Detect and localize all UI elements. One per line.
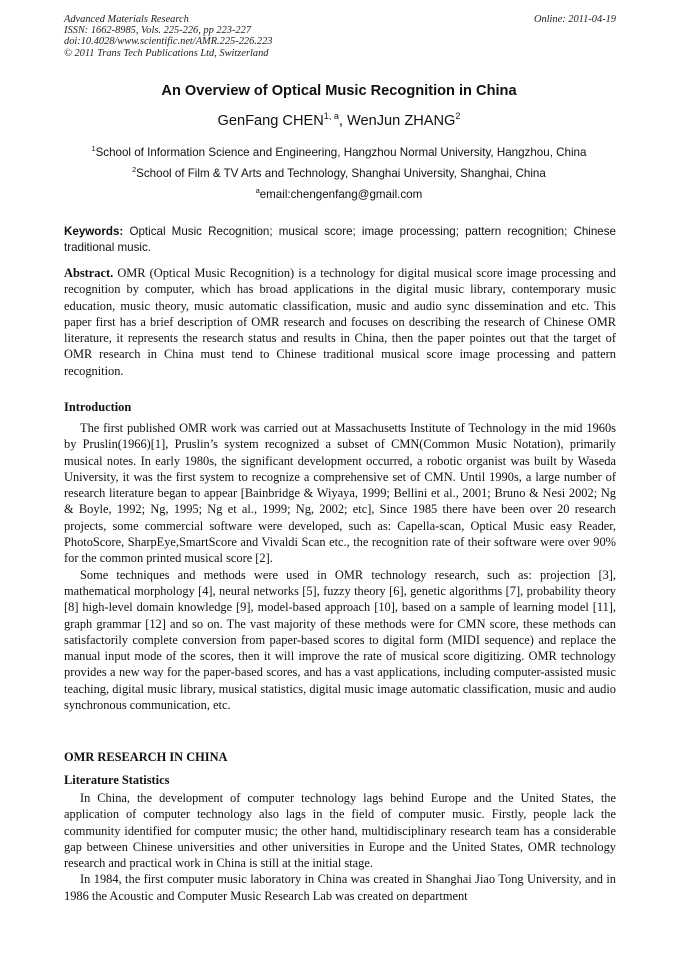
issn-line: ISSN: 1662-8985, Vols. 225-226, pp 223-227 (64, 25, 252, 37)
abstract (64, 265, 616, 379)
affiliation-1 (0, 146, 678, 159)
omr-china-body (64, 790, 616, 904)
abstract-text: OMR (Optical Music Recognition) is a technology for digital musical score image processing and recognition by computer, which has broad applications in the digital music library, contemporary music education, music theory, music automatic classification, music and audio sync dissemination and etc. This paper first has a brief description of OMR research and focuses on describing the research of Chinese OMR literature, it represents the research status and results in China, then the paper pointes out that the target of OMR research in China must tend to Chinese traditional musical score image processing and pattern recognition. (64, 266, 616, 378)
author-affiliation-marker: 1, a (323, 111, 339, 122)
affiliation-2 (0, 167, 678, 180)
paragraph: Some techniques and methods were used in OMR technology research, such as: projection [3], mathematical morphology [4], neural networks [5], fuzzy theory [6], genetic algorithms [7], probability theory [8] high-level domain knowledge [9], model-based approach [10], based on a sample of learning model [11], graph grammar [12] and so on. The vast majority of these methods were for CMN score, these methods can satisfactorily complete conversion from paper-based scores to digital form (MIDI sequence) and replace the manual input mode of the scores, then it will improve the rate of musical score digitizing. OMR technology provides a new way for the paper-based scores, and has a vast applications, including computer-assisted music teaching, digital music library, musical statistics, digital music image automatic classification, music and audio synchronous communication, etc. (64, 567, 616, 713)
keywords-text: Optical Music Recognition; musical score; image processing; pattern recognition; Chinese traditional music. (64, 225, 616, 254)
affiliation-marker: a (255, 186, 260, 196)
paragraph: In China, the development of computer technology lags behind Europe and the United States, the application of computer technology also lags in the field of computer music. Firstly, people lack the community identified for computer music; the other hand, multidisciplinary research team has a considerable gap between Chinese universities and other universities in Europe and the United States, OMR technology research and practical work in China is still at the initial stage. (64, 791, 616, 871)
subsection-heading-literature-statistics: Literature Statistics (64, 773, 170, 787)
paragraph: The first published OMR work was carried out at Massachusetts Institute of Technology in the mid 1960s by Pruslin(1966)[1], Pruslin’s system recognized a subset of CMN(Common Music Notation), primarily musical notes. In early 1980s, the significant development occurred, a robotic organist was built by Waseda University, it was the first system to recognize a comprehensive set of CMN. Until 1990s, a large number of research literature began to appear [Bainbridge & Wiyaya, 1999; Bellini et al., 2001; Bruno & Nesi 2002; Ng & Boyle, 1992; Ng, 1995; Ng et al., 1999; Ng, 2002; etc], Since 1985 there have been over 20 research projects, some commercial software were developed, such as: Capella-scan, Optical Music easy Reader, PhotoScore, SharpEye,SmartScore and Vivaldi Scan etc., the recognition rate of their software were over 90% for the common printed musical score [2]. (64, 421, 616, 566)
introduction-body (64, 420, 616, 713)
section-heading-introduction: Introduction (64, 400, 132, 414)
author-separator: , (338, 113, 347, 129)
author-name: WenJun ZHANG (347, 113, 456, 129)
affiliation-text: School of Information Science and Engineering, Hangzhou Normal University, Hangzhou, China (95, 146, 587, 159)
keywords-label: Keywords: (64, 225, 124, 238)
author-name: GenFang CHEN (217, 113, 324, 129)
affiliation-text: School of Film & TV Arts and Technology, Shanghai University, Shanghai, China (136, 167, 546, 180)
affiliation-marker: 1 (91, 144, 96, 154)
keywords (64, 224, 616, 255)
email-text: email:chengenfang@gmail.com (259, 188, 423, 201)
online-date: Online: 2011-04-19 (533, 14, 616, 25)
journal-header (64, 14, 616, 59)
journal-name: Advanced Materials Research (64, 14, 189, 25)
abstract-label: Abstract. (64, 266, 114, 280)
paragraph: In 1984, the first computer music laboratory in China was created in Shanghai Jiao Tong University, and in 1986 the Acoustic and Computer Music Research Lab was created on department (64, 872, 616, 903)
copyright-line: © 2011 Trans Tech Publications Ltd, Switzerland (64, 47, 269, 59)
doi-line: doi:10.4028/www.scientific.net/AMR.225-226.223 (64, 36, 273, 48)
author-email (0, 188, 678, 201)
paper-title: An Overview of Optical Music Recognition in China (161, 83, 517, 99)
affiliation-marker: 2 (132, 165, 137, 175)
author-affiliation-marker: 2 (455, 111, 461, 122)
author-line (0, 113, 678, 129)
section-heading-omr-china: OMR RESEARCH IN CHINA (64, 750, 228, 764)
